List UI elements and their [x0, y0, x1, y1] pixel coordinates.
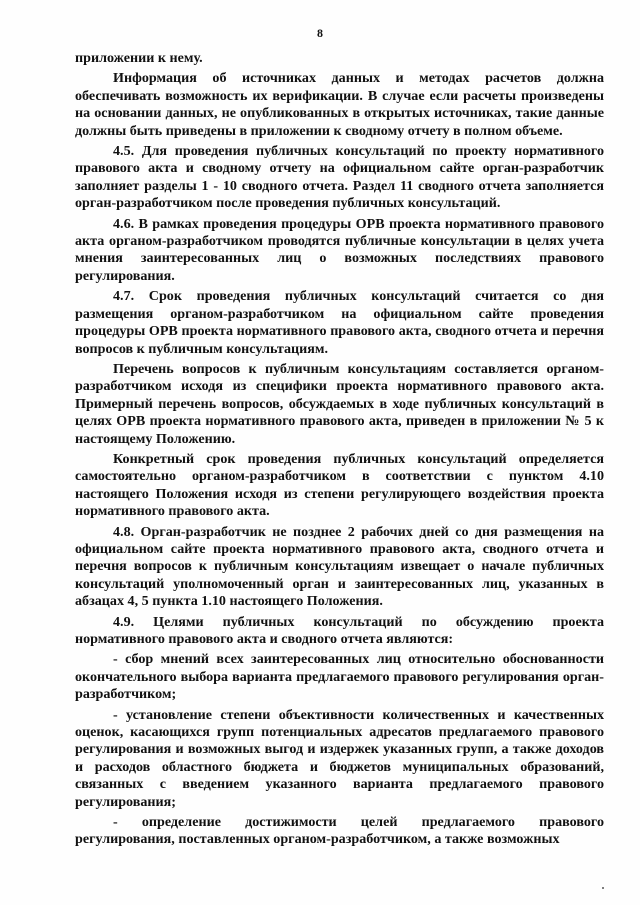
page-number: 8	[317, 26, 323, 40]
paragraph-4-7: 4.7. Срок проведения публичных консультаций считается со дня размещения органом-разработчиком на официальном сайте проведения процедуры ОРВ проекта нормативного правового акта, сводного отчета и перечня вопросов к публичным консультациям.	[75, 288, 604, 357]
document-body	[75, 50, 604, 852]
scan-speck	[602, 887, 604, 889]
list-item-opinions: - сбор мнений всех заинтересованных лиц относительно обоснованности окончательного выбора варианта предлагаемого правового регулирования орган-разработчиком;	[75, 651, 604, 703]
paragraph-4-5: 4.5. Для проведения публичных консультаций по проекту нормативного правового акта и сводному отчету на официальном сайте орган-разработчик заполняет разделы 1 - 10 сводного отчета. Раздел 11 сводного отчета заполняется орган-разработчиком после проведения публичных консультаций.	[75, 143, 604, 212]
paragraph-4-8: 4.8. Орган-разработчик не позднее 2 рабочих дней со дня размещения на официальном сайте проекта нормативного правового акта, сводного отчета и перечня вопросов к публичным консультациям извещает о начале публичных консультаций уполномоченный орган и заинтересованных лиц, указанных в абзацах 4, 5 пункта 1.10 настоящего Положения.	[75, 523, 604, 610]
paragraph-4-9: 4.9. Целями публичных консультаций по обсуждению проекта нормативного правового акта и сводного отчета являются:	[75, 613, 604, 647]
paragraph-questions-list: Перечень вопросов к публичным консультациям составляется органом-разработчиком исходя из специфики проекта нормативного правового акта. Примерный перечень вопросов, обсуждаемых в ходе публичных консультаций в целях ОРВ проекта нормативного правового акта, приведен в приложении № 5 к настоящему Положению.	[75, 360, 604, 447]
paragraph-consultation-term: Конкретный срок проведения публичных консультаций определяется самостоятельно органом-разработчиком в соответствии с пунктом 4.10 настоящего Положения исходя из степени регулирующего воздействия проекта нормативного правового акта.	[75, 450, 604, 520]
paragraph-4-6: 4.6. В рамках проведения процедуры ОРВ проекта нормативного правового акта органом-разработчиком проводятся публичные консультации в целях учета мнения заинтересованных лиц о возможных последствиях правового регулирования.	[75, 215, 604, 284]
list-item-goals: - определение достижимости целей предлагаемого правового регулирования, поставленных органом-разработчиком, а также возможных	[75, 814, 604, 848]
paragraph-data-sources: Информация об источниках данных и методах расчетов должна обеспечивать возможность их верификации. В случае если расчеты произведены на основании данных, не опубликованных в открытых источниках, такие данные должны быть приведены в приложении к сводному отчету в полном объеме.	[75, 70, 604, 139]
paragraph-continuation: приложении к нему.	[75, 50, 203, 66]
list-item-objectivity: - установление степени объективности количественных и качественных оценок, касающихся групп потенциальных адресатов предлагаемого правового регулирования и возможных выгод и издержек указанных групп, а также доходов и расходов областного бюджета и бюджетов муниципальных образований, связанных с введением указанного варианта предлагаемого правового регулирования;	[75, 706, 604, 810]
